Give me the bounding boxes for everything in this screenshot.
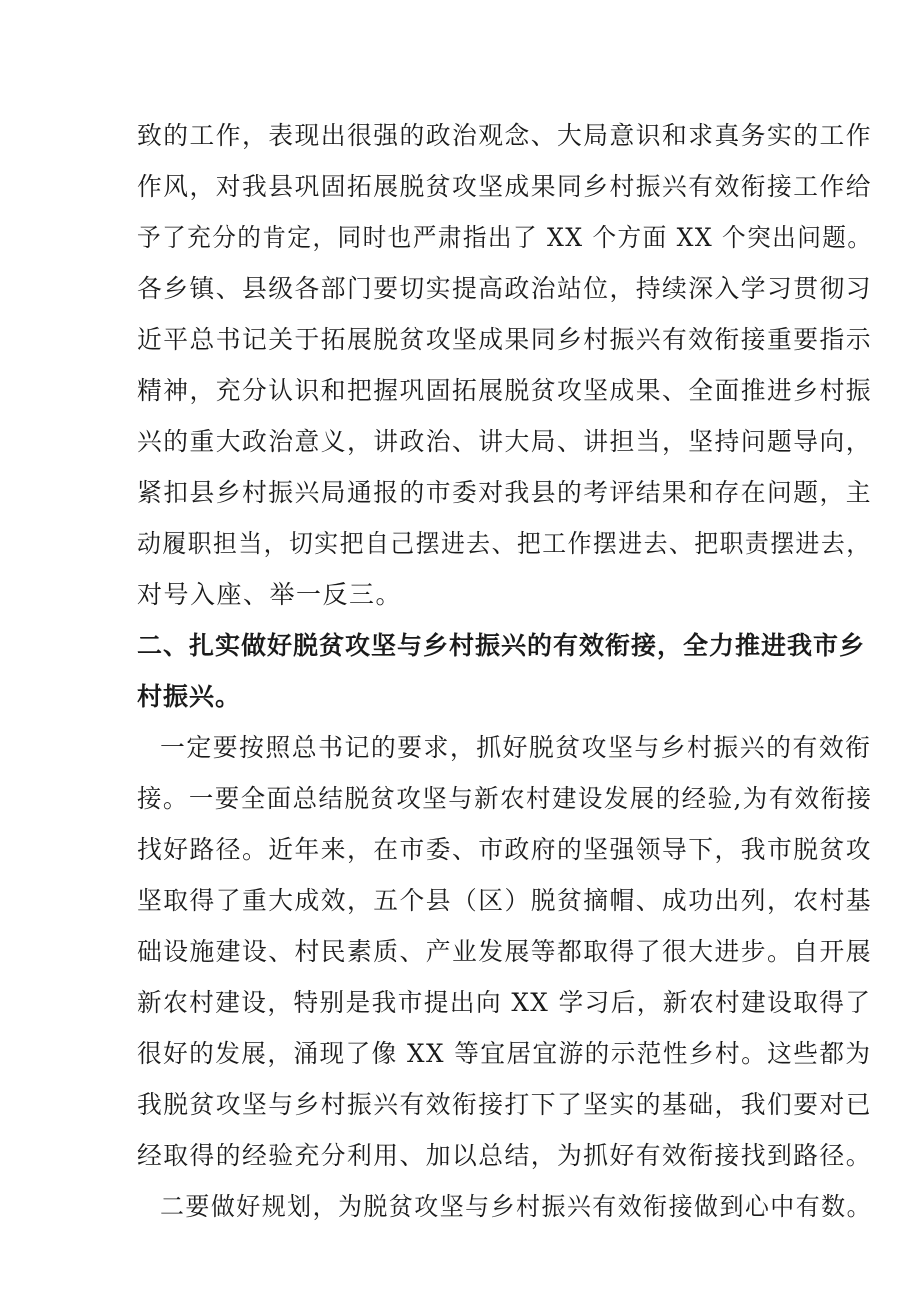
text-line: 予了充分的肯定，同时也严肃指出了 XX 个方面 XX 个突出问题。 [137, 223, 873, 252]
text-line: 础设施建设、村民素质、产业发展等都取得了很大进步。自开展 [137, 937, 873, 966]
text-line: 新农村建设，特别是我市提出向 XX 学习后，新农村建设取得了 [137, 988, 872, 1017]
text-line: 二要做好规划，为脱贫攻坚与乡村振兴有效衔接做到心中有数。 [160, 1192, 873, 1221]
text-line: 紧扣县乡村振兴局通报的市委对我县的考评结果和存在问题，主 [137, 478, 873, 507]
heading-line: 村振兴。 [137, 682, 242, 711]
text-line: 很好的发展，涌现了像 XX 等宜居宜游的示范性乡村。这些都为 [137, 1039, 872, 1068]
text-line: 兴的重大政治意义，讲政治、讲大局、讲担当，坚持问题导向， [137, 427, 873, 456]
text-line: 近平总书记关于拓展脱贫攻坚成果同乡村振兴有效衔接重要指示 [137, 325, 873, 354]
text-line: 各乡镇、县级各部门要切实提高政治站位，持续深入学习贯彻习 [137, 274, 873, 303]
text-line: 对号入座、举一反三。 [137, 580, 403, 609]
text-line: 接。一要全面总结脱贫攻坚与新农村建设发展的经验,为有效衔接 [137, 784, 873, 813]
text-line: 作风，对我县巩固拓展脱贫攻坚成果同乡村振兴有效衔接工作给 [137, 172, 873, 201]
text-line: 找好路径。近年来，在市委、市政府的坚强领导下，我市脱贫攻 [137, 835, 873, 864]
text-line: 经取得的经验充分利用、加以总结，为抓好有效衔接找到路径。 [137, 1141, 873, 1170]
text-line: 坚取得了重大成效，五个县（区）脱贫摘帽、成功出列，农村基 [137, 886, 873, 915]
text-line: 我脱贫攻坚与乡村振兴有效衔接打下了坚实的基础，我们要对已 [137, 1090, 873, 1119]
text-line: 致的工作，表现出很强的政治观念、大局意识和求真务实的工作 [137, 121, 873, 150]
text-line: 一定要按照总书记的要求，抓好脱贫攻坚与乡村振兴的有效衔 [160, 733, 872, 762]
text-line: 精神，充分认识和把握巩固拓展脱贫攻坚成果、全面推进乡村振 [137, 376, 873, 405]
text-line: 动履职担当，切实把自己摆进去、把工作摆进去、把职责摆进去， [137, 529, 872, 558]
heading-line: 二、扎实做好脱贫攻坚与乡村振兴的有效衔接，全力推进我市乡 [137, 631, 866, 660]
